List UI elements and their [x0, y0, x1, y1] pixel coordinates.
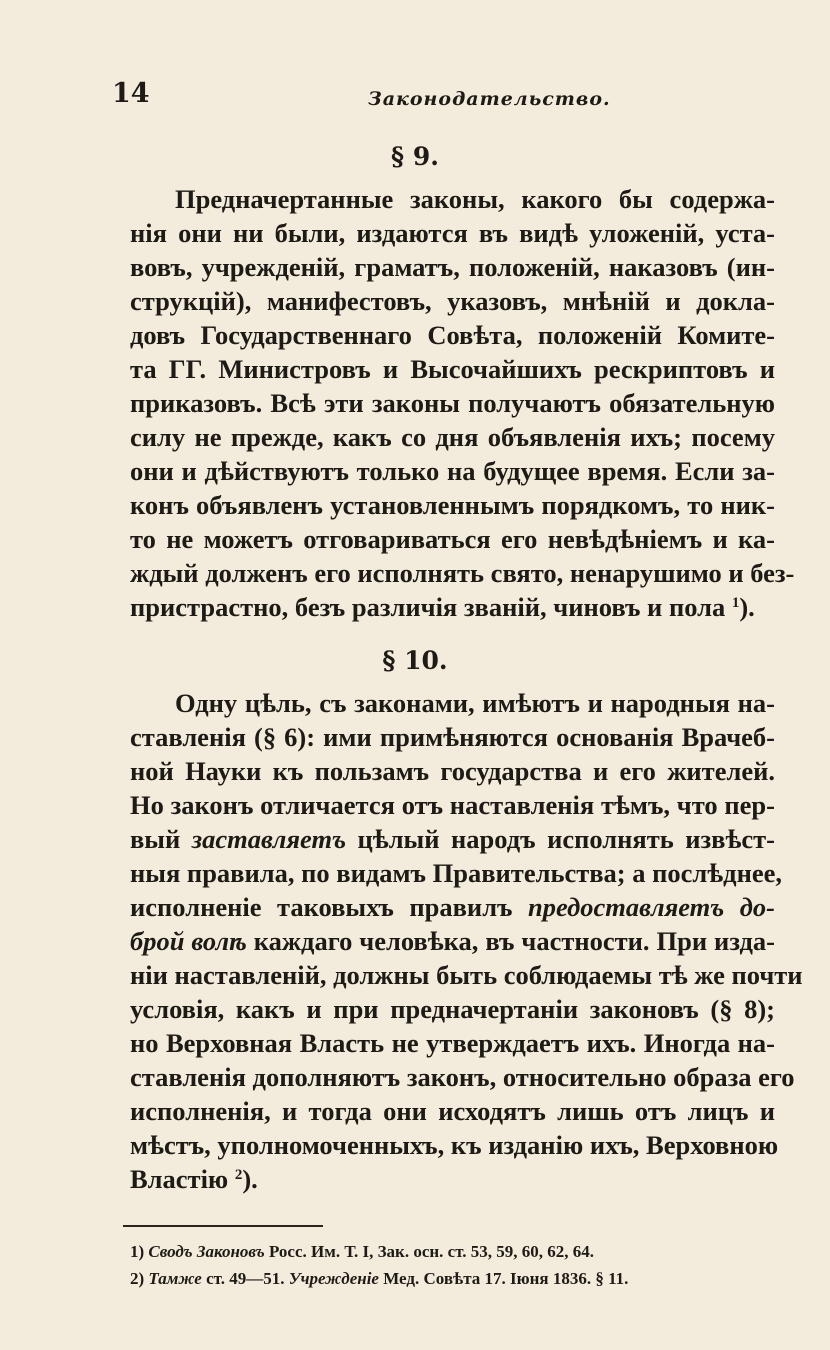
footnote-ref-1: 1: [731, 595, 740, 611]
section-9-text: [130, 182, 795, 624]
text-line: исполненія, и тогда они исходятъ лишь отъ лицъ и: [130, 1096, 775, 1126]
text-line: [130, 590, 775, 624]
footnote-ref-close: ).: [739, 592, 755, 622]
footnote-text: Росс. Им. Т. I, Зак. осн. ст. 53, 59, 60, 62, 64.: [268, 1242, 595, 1261]
text-line: ставленія дополняютъ законъ, относительно образа его: [130, 1062, 795, 1092]
page-number: 14: [112, 78, 150, 109]
footnote-source: Сводъ Законовъ: [148, 1242, 265, 1261]
text-line: силу не прежде, какъ со дня объявленія ихъ; посему: [130, 422, 775, 452]
text-line: струкцій), манифестовъ, указовъ, мнѣній и докла-: [130, 286, 775, 316]
text-line: ніи наставленій, должны быть соблюдаемы тѣ же почти: [130, 960, 803, 990]
text-segment: каждаго человѣка, въ частности. При изда-: [246, 926, 775, 956]
text-line: [130, 890, 775, 924]
text-line: та ГГ. Министровъ и Высочайшихъ рескриптовъ и: [130, 354, 775, 384]
text-line: [130, 822, 775, 856]
footnote-1: [130, 1238, 775, 1265]
footnote-divider: [123, 1225, 323, 1227]
text-line-content: пристрастно, безъ различія званій, чиновъ и пола: [130, 592, 726, 622]
footnote-text: Мед. Совѣта 17. Іюня 1836. § 11.: [383, 1269, 629, 1288]
text-line: но Верховная Власть не утверждаетъ ихъ. Иногда на-: [130, 1028, 775, 1058]
text-line: Предначертанные законы, какого бы содержа-: [175, 184, 775, 214]
text-line: нія они ни были, издаются въ видѣ уложеній, уста-: [130, 218, 775, 248]
text-line: ныя правила, по видамъ Правительства; а послѣднее,: [130, 858, 783, 888]
section-10-text: [130, 686, 803, 1196]
running-title: Законодательство.: [368, 88, 611, 110]
text-line: мѣстъ, уполномоченныхъ, къ изданію ихъ, Верховною: [130, 1130, 779, 1160]
page-header: [100, 78, 770, 118]
text-line: ждый долженъ его исполнять свято, ненарушимо и без-: [130, 558, 795, 588]
footnotes: [130, 1238, 775, 1292]
footnote-2: [130, 1265, 775, 1292]
text-line: ной Науки къ пользамъ государства и его жителей.: [130, 756, 775, 786]
text-line: [130, 1162, 775, 1196]
footnote-ref-close: ).: [242, 1164, 258, 1194]
footnote-text: ст. 49—51.: [206, 1269, 285, 1288]
footnote-mark: 1): [130, 1242, 145, 1261]
text-line: приказовъ. Всѣ эти законы получаютъ обязательную: [130, 388, 775, 418]
text-line: конъ объявленъ установленнымъ порядкомъ, то ник-: [130, 490, 775, 520]
italic-term: брой волѣ: [130, 926, 247, 956]
section-9-title: § 9.: [391, 142, 439, 171]
italic-term: предоставляетъ до-: [528, 892, 775, 922]
text-line: вовъ, учрежденій, граматъ, положеній, наказовъ (ин-: [130, 252, 775, 282]
text-line: условія, какъ и при предначертаніи законовъ (§ 8);: [130, 994, 775, 1024]
footnote-mark: 2): [130, 1269, 145, 1288]
text-segment: исполненіе таковыхъ правилъ: [130, 892, 529, 922]
text-line: довъ Государственнаго Совѣта, положеній Комите-: [130, 320, 775, 350]
text-segment: вый: [130, 824, 192, 854]
footnote-ref-2: 2: [234, 1167, 243, 1183]
text-line: Одну цѣль, съ законами, имѣютъ и народныя на-: [175, 688, 775, 718]
footnote-source: Тамже: [148, 1269, 202, 1288]
text-line: ставленія (§ 6): ими примѣняются основанія Врачеб-: [130, 722, 775, 752]
section-10-title: § 10.: [382, 646, 448, 675]
text-line-content: Властію: [130, 1164, 229, 1194]
text-line: Но законъ отличается отъ наставленія тѣмъ, что пер-: [130, 790, 775, 820]
italic-term: заставляетъ: [191, 824, 347, 854]
text-line: [130, 924, 775, 958]
text-line: они и дѣйствуютъ только на будущее время. Если за-: [130, 456, 775, 486]
footnote-source-2: Учрежденіе: [288, 1269, 379, 1288]
text-line: то не можетъ отговариваться его невѣдѣніемъ и ка-: [130, 524, 775, 554]
text-segment: цѣлый народъ исполнять извѣст-: [346, 824, 775, 854]
